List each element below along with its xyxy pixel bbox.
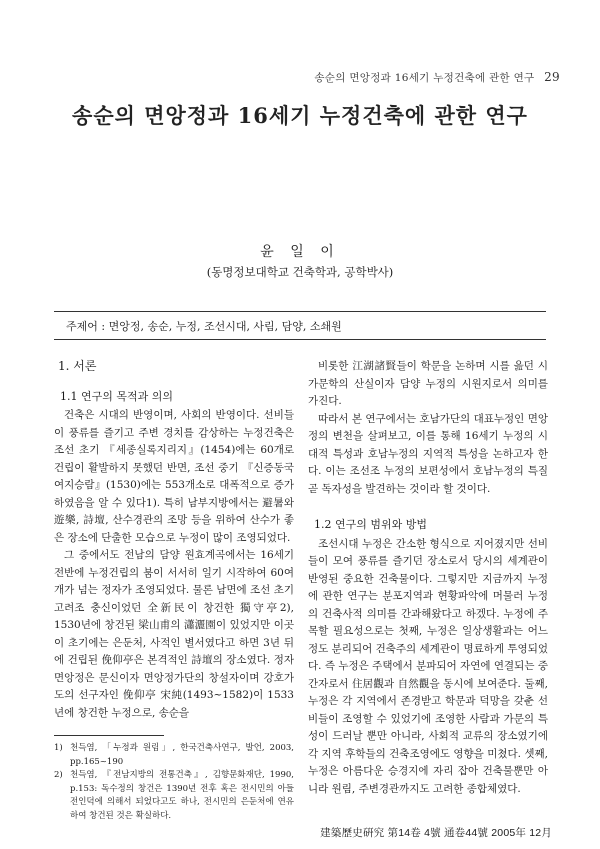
left-column: [54, 358, 294, 722]
author-name: 윤 일 이: [260, 244, 340, 260]
footnote: [54, 742, 294, 769]
body-paragraph: 비롯한 江湖諸賢들이 학문을 논하며 시를 읊던 시가문학의 산실이자 담양 누정의 시원지로서 의미를 가진다.: [308, 360, 548, 407]
footnote: [54, 769, 294, 823]
footnote-text: 천득염, 『전남지방의 전통건축』, 김향문화재단, 1990, p.153: 독수정의 창건은 1390년 전후 혹은 전시민의 아들 전인덕에 의해서 되었다고도 하나, 전시민의 은둔처에 연유하여 창건된 것은 확실하다.: [70, 770, 294, 821]
subsection-heading-scope: 1.2 연구의 범위와 방법: [314, 518, 427, 531]
keywords-top-rule: [54, 311, 546, 312]
running-header: [314, 70, 560, 85]
footnote-text: 천득염, 「누정과 원림」, 한국건축사연구, 발언, 2003, pp.165~190: [70, 743, 294, 767]
body-paragraph: 조선시대 누정은 간소한 형식으로 지어졌지만 선비들이 모여 풍류를 즐기던 장소로서 당시의 세계관이 반영된 중요한 건축물이다. 그렇지만 지금까지 누정에 관한 연구는 분포지역과 현황파악에 머물러 누정의 건축사적 의미를 간과해왔다고 하겠다. 누정에 주목할 필요성으로는 첫째, 누정은 일상생활과는 어느 정도 분리되어 건축주의 세계관이 명료하게 투영되었다. 즉 누정은 주택에서 분파되어 자연에 연결되는 중간자로서 住居觀과 自然觀을 동시에 보여준다. 둘째, 누정은 각 지역에서 존경받고 학문과 덕망을 갖춘 선비들이 조영할 수 있었기에 조영한 사람과 가문의 특성이 드러날 뿐만 아니라, 사회적 교류의 장소였기에 각 지역 후학들의 건축조영에도 영향을 미쳤다. 셋째, 누정은 아름다운 승경지에 자리 잡아 건축물뿐만 아니라 원림, 주변경관까지도 고려한 종합체였다.: [308, 537, 548, 795]
subsection-heading-purpose: 1.1 연구의 목적과 의의: [60, 389, 173, 403]
right-column: [308, 358, 548, 798]
paper-title: 송순의 면앙정과 16세기 누정건축에 관한 연구: [72, 103, 528, 128]
journal-info: 建築歷史硏究 第14卷 4號 通卷44號 2005年 12月: [320, 827, 552, 839]
page-number: 29: [544, 70, 560, 84]
footnote-rule: [54, 735, 164, 736]
running-title: 송순의 면앙정과 16세기 누정건축에 관한 연구: [314, 72, 535, 84]
footnote-number: 1): [54, 743, 63, 753]
author-affiliation: (동명정보대학교 건축학과, 공학박사): [206, 265, 394, 279]
keywords-bottom-rule: [54, 339, 546, 340]
keywords: 주제어 : 면앙정, 송순, 누정, 조선시대, 사림, 담양, 소쇄원: [66, 320, 342, 333]
footnote-number: 2): [54, 770, 63, 780]
body-paragraph: 건축은 시대의 반영이며, 사회의 반영이다. 선비들이 풍류를 즐기고 주변 경치를 감상하는 누정건축은 조선 초기 『세종실록지리지』(1454)에는 60개로 건립이 활발하지 못했던 반면, 조선 중기 『신증동국여지승람』(1530)에는 553개소로 대폭적으로 증가하였음을 알 수 있다1). 특히 남부지방에서는 避暑와 遊樂, 詩壇, 산수경관의 조망 등을 위하여 산수가 좋은 장소에 단출한 모습으로 누정이 많이 조영되었다.: [54, 409, 294, 544]
section-heading-introduction: 1. 서론: [58, 359, 97, 373]
body-paragraph: 따라서 본 연구에서는 호남가단의 대표누정인 면앙정의 변천을 살펴보고, 이를 통해 16세기 누정의 시대적 특성과 호남누정의 지역적 특성을 논하고자 한다. 이는 조선조 누정의 보편성에서 호남누정의 특질 곧 독자성을 발견하는 것이라 할 것이다.: [308, 412, 548, 495]
footnotes: [54, 742, 294, 823]
body-paragraph: 그 중에서도 전남의 담양 원효계곡에서는 16세기 전반에 누정건립의 붐이 서서히 일기 시작하여 60여개가 넘는 정자가 조영되었다. 물론 남면에 조선 초기 고려조 충신이었던 全新民이 창건한 獨守亭2), 1530년에 창건된 梁山甫의 瀟灑園이 있었지만 이곳이 초기에는 은둔처, 사적인 별서였다고 하면 3년 뒤에 건립된 俛仰亭은 본격적인 詩壇의 장소였다. 정자 면앙정은 문신이자 면앙정가단의 창설자이며 강호가도의 선구자인 俛仰亭 宋純(1493~1582)이 1533년에 창건한 누정으로, 송순을: [54, 549, 294, 719]
